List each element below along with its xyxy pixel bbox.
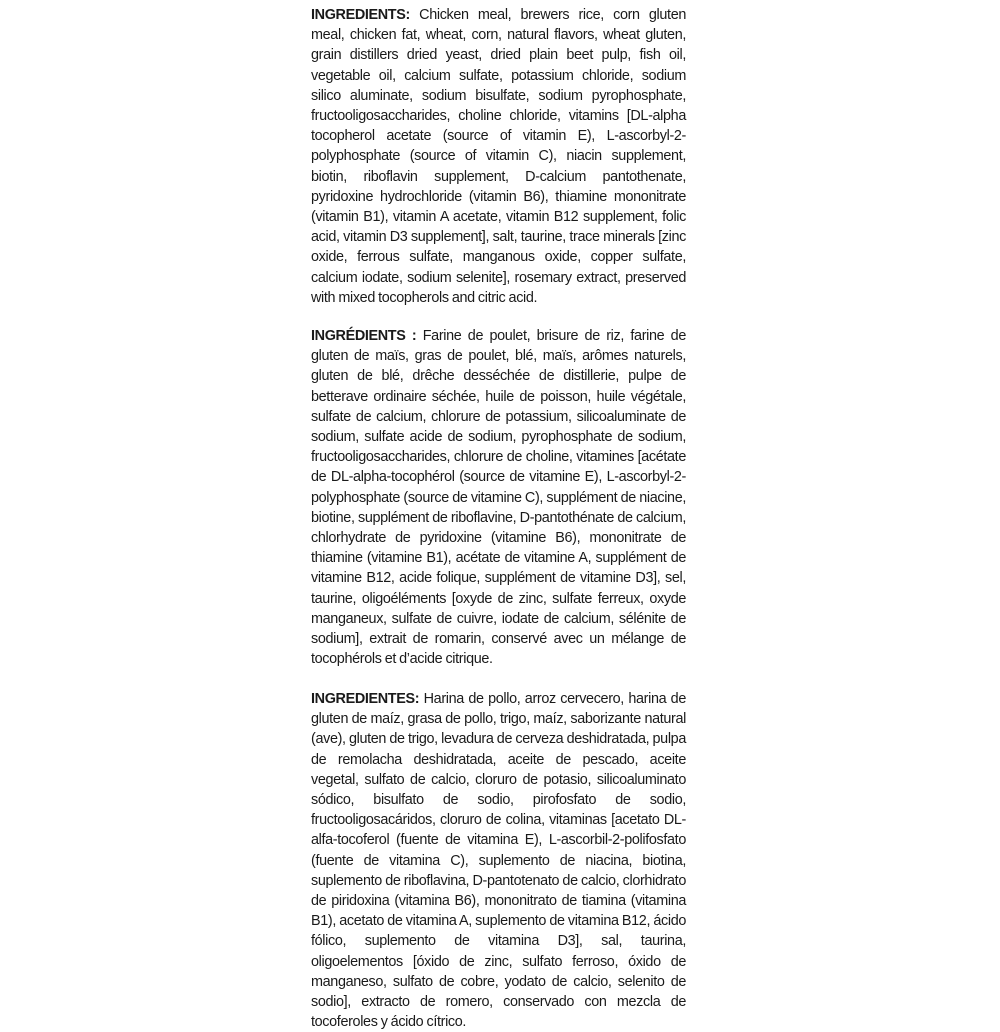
- ingredients-text: Harina de pollo, arroz cervecero, harina de gluten de maíz, grasa de pollo, trigo, maíz, saborizante natural (ave), gluten de trigo, levadura de cerveza deshidratada, pulpa de remolacha deshidratada, aceite de pescado, aceite vegetal, sulfato de calcio, cloruro de potasio, silicoaluminato sódico, bisulfato de sodio, pirofosfato de sodio, fructooligosacáridos, cloruro de colina, vitaminas [acetato DL-alfa-tocoferol (fuente de vitamina E), L-ascorbil-2-polifosfato (fuente de vitamina C), suplemento de niacina, biotina, suplemento de riboflavina, D-pantotenato de calcio, clorhidrato de piridoxina (vitamina B6), mononitrato de tiamina (vitamina B1), acetato de vitamina A, suplemento de vitamina B12, ácido fólico, suplemento de vitamina D3], sal, taurina, oligoelementos [óxido de zinc, sulfato ferroso, óxido de manganeso, sulfato de cobre, yodato de calcio, selenito de sodio], extracto de romero, conservado con mezcla de tocoferoles y ácido cítrico.: [311, 691, 686, 1031]
- ingredients-spanish: [311, 689, 686, 1032]
- section-label: INGREDIENTES:: [311, 691, 420, 707]
- ingredients-english: [311, 5, 686, 308]
- section-label: INGRÉDIENTS :: [311, 328, 417, 344]
- ingredients-text: Chicken meal, brewers rice, corn gluten meal, chicken fat, wheat, corn, natural flavors, wheat gluten, grain distillers dried yeast, dried plain beet pulp, fish oil, vegetable oil, calcium sulfate, potassium chloride, sodium silico aluminate, sodium bisulfate, sodium pyrophosphate, fructooligosaccharides, choline chloride, vitamins [DL-alpha tocopherol acetate (source of vitamin E), L-ascorbyl-2-polyphosphate (source of vitamin C), niacin supplement, biotin, riboflavin supplement, D-calcium pantothenate, pyridoxine hydrochloride (vitamin B6), thiamine mononitrate (vitamin B1), vitamin A acetate, vitamin B12 supplement, folic acid, vitamin D3 supplement], salt, taurine, trace minerals [zinc oxide, ferrous sulfate, manganous oxide, copper sulfate, calcium iodate, sodium selenite], rosemary extract, preserved with mixed tocopherols and citric acid.: [311, 7, 686, 306]
- ingredients-french: [311, 326, 686, 669]
- section-label: INGREDIENTS:: [311, 7, 410, 23]
- ingredients-text: Farine de poulet, brisure de riz, farine de gluten de maïs, gras de poulet, blé, maïs, arômes naturels, gluten de blé, drêche desséchée de distillerie, pulpe de betterave ordinaire séchée, huile de poisson, huile végétale, sulfate de calcium, chlorure de potassium, silicoaluminate de sodium, sulfate acide de sodium, pyrophosphate de sodium, fructooligosaccharides, chlorure de choline, vitamines [acétate de DL-alpha-tocophérol (source de vitamine E), L-ascorbyl-2-polyphosphate (source de vitamine C), supplément de niacine, biotine, supplément de riboflavine, D-pantothénate de calcium, chlorhydrate de pyridoxine (vitamine B6), mononitrate de thiamine (vitamine B1), acétate de vitamine A, supplément de vitamine B12, acide folique, supplément de vitamine D3], sel, taurine, oligoéléments [oxyde de zinc, sulfate ferreux, oxyde manganeux, sulfate de cuivre, iodate de calcium, sélénite de sodium], extrait de romarin, conservé avec un mélange de tocophérols et d’acide citrique.: [311, 328, 686, 668]
